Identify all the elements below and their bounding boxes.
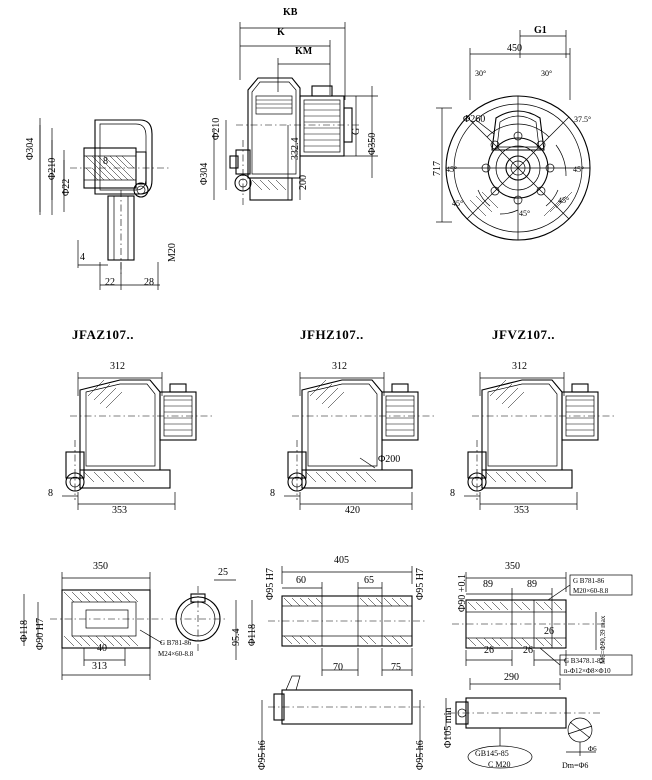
dim-65: 65 [364,575,374,586]
dim-75: 75 [391,662,401,673]
note-phi6: Φ6 [588,745,597,753]
dim-m20: M20 [167,243,178,262]
dim-313: 313 [92,661,107,672]
note-cm20: C M20 [488,760,511,769]
angle-375: 37.5° [574,115,592,124]
dim-phi95h6-b: Φ95 h6 [415,740,426,770]
angle-45e: 45° [558,196,570,205]
dim-3324: 332.4 [290,137,301,160]
dim-40: 40 [97,643,107,654]
note-m24-bl: M24×60-8.8 [158,650,194,658]
dim-350-br: 350 [505,561,520,572]
dim-g1: G1 [534,25,547,36]
dim-phi22: Φ22 [61,178,72,196]
mid-center-view [284,372,437,510]
top-left-view [40,118,170,290]
dim-450: 450 [507,43,522,54]
angle-45d: 45° [519,209,531,218]
title-jfaz: JFAZ107.. [72,327,135,342]
note-gb781-bl: G B781-86 [160,639,192,647]
dim-phi90-tol: Φ90 +0.1 [457,574,468,612]
dim-312-b: 312 [332,361,347,372]
dim-phi260: Φ260 [463,114,486,125]
note-gb3478: G B3478.1-83 [564,657,605,665]
dim-954: 95.4 [231,628,242,646]
dim-phi200: Φ200 [378,454,401,465]
dim-phi304-c: Φ304 [199,162,210,185]
dim-8-c: 8 [450,488,455,499]
dim-89-a: 89 [483,579,493,590]
dim-4: 4 [80,252,85,263]
dim-89-b: 89 [527,579,537,590]
dim-350-bl: 350 [93,561,108,572]
dim-60: 60 [296,575,306,586]
dim-phi105min: Φ105 min [443,707,454,748]
note-gb145: GB145-85 [475,749,509,758]
dim-km: KM [295,46,313,57]
dim-phi118-c: Φ118 [247,624,258,646]
title-jfhz: JFHZ107.. [300,327,364,342]
dim-312-a: 312 [110,361,125,372]
dim-phi210: Φ210 [47,157,58,180]
dim-phi95h7-a: Φ95 H7 [265,567,276,600]
dim-28: 28 [144,277,154,288]
dim-25: 25 [218,567,228,578]
dim-26-a: 26 [484,645,494,656]
angle-45a: 45° [446,165,458,174]
dim-26-c: 26 [544,626,554,637]
dim-353-a: 353 [112,505,127,516]
note-gb781-br: G B781-86 [573,577,605,585]
angle-30b: 30° [541,69,553,78]
dim-kb: KB [283,7,298,18]
bottom-left-detail [24,572,236,680]
top-right-view [436,30,590,240]
angle-45c: 45° [452,199,464,208]
mid-left-view [62,372,215,510]
dim-200: 200 [298,175,309,190]
dim-8-left: 8 [103,156,108,167]
dim-phi90h7: Φ90 H7 [35,617,46,650]
mid-right-view [464,372,617,510]
dim-353-c: 353 [514,505,529,516]
dim-phi95h7-b: Φ95 H7 [415,567,426,600]
angle-30a: 30° [475,69,487,78]
dim-717: 717 [432,161,443,176]
dim-26-b: 26 [523,645,533,656]
note-dm: Dm=Φ6 [562,761,589,770]
dim-420: 420 [345,505,360,516]
dim-312-c: 312 [512,361,527,372]
dim-phi95h6-a: Φ95 h6 [257,740,268,770]
dim-phi210-c: Φ210 [211,117,222,140]
dim-8-b: 8 [270,488,275,499]
dim-phi118: Φ118 [19,620,30,642]
note-nphi: n-Φ12×Φ8×Φ10 [564,667,611,675]
dim-22: 22 [105,277,115,288]
dim-m6-phi90: M6=Φ90,39 max [599,615,607,664]
dim-k: K [277,27,285,38]
dim-290: 290 [504,672,519,683]
dim-405: 405 [334,555,349,566]
dim-phi350: Φ350 [367,132,378,155]
title-jfvz: JFVZ107.. [492,327,555,342]
dim-70: 70 [333,662,343,673]
angle-45b: 45° [573,165,585,174]
dim-g: G [351,127,362,135]
dim-phi304: Φ304 [25,137,36,160]
note-m20-br: M20×60-8.8 [573,587,609,595]
dim-8-a: 8 [48,488,53,499]
